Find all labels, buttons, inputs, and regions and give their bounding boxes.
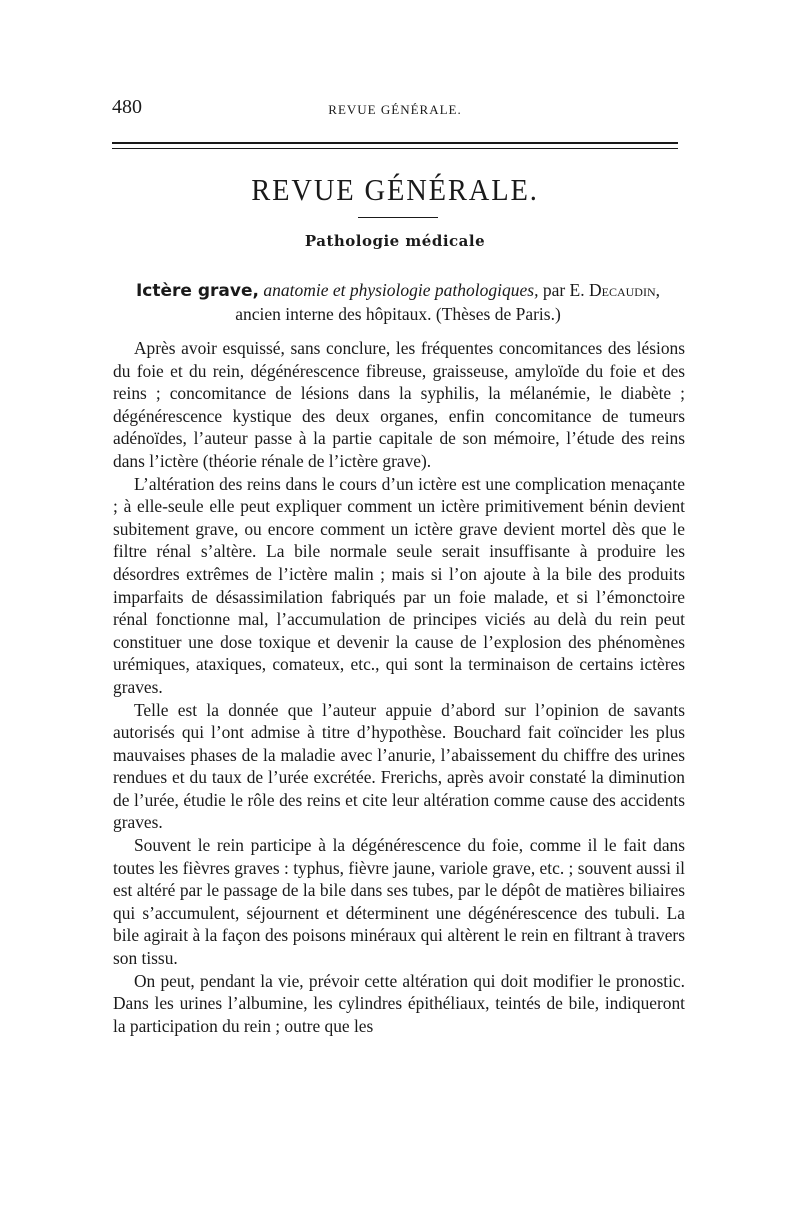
paragraph: Telle est la donnée que l’auteur appuie d’abord sur l’opinion de savants autorisés qui l’ont admise à titre d’hypothèse. Bouchard fait coïncider les plus mauvaises phases de la maladie avec l’anurie, l’abaissement du chiffre des urines rendues et du taux de l’urée excrétée. Frerichs, après avoir constaté la diminution de l’urée, étudie le rôle des reins et cite leur altération comme cause des accidents graves.: [113, 699, 685, 833]
paragraph: Après avoir esquissé, sans conclure, les fréquentes concomitances des lésions du foie et du rein, dégénérescence fibreuse, graisseuse, amyloïde du foie et des reins ; concomitance de lésions dans la syphilis, la mélanémie, le diabète ; dégénérescence kystique des deux organes, enfin concomitance de tumeurs adénoïdes, l’auteur passe à la partie capitale de son mémoire, l’étude des reins dans l’ictère (théorie rénale de l’ictère grave).: [113, 338, 685, 471]
title-divider: [358, 217, 438, 218]
running-head: [112, 96, 678, 120]
paragraph: L’altération des reins dans le cours d’un ictère est une complication menaçante ; à elle-seule elle peut expliquer comment un ictère primitivement bénin devient subitement grave, ou encore comment un ictère grave devient mortel dès que le filtre rénal s’altère. La bile normale seule serait insuffisante à produire les désordres extrêmes de l’ictère malin ; mais si l’on ajoute à la bile des produits imparfaits de désassimilation fabriqués par un foie malade, et si l’émonctoire rénal fonctionne mal, l’accumulation de principes viciés au delà du rein peut constituer une dose toxique et devenir la cause de l’explosion des phénomènes urémiques, ataxiques, comateux, etc., qui sont la terminaison de certains ictères graves.: [113, 473, 685, 697]
article-subject: Ictère grave,: [135, 281, 259, 301]
article-body: [113, 337, 685, 1037]
paragraph: On peut, pendant la vie, prévoir cette altération qui doit modifier le pronostic. Dans les urines l’albumine, les cylindres épithéliaux, teintés de bile, indiqueront la participation du rein ; outre que les: [113, 970, 685, 1036]
header-rule-thin: [112, 148, 678, 149]
article-by: par E.: [542, 280, 585, 300]
main-title: REVUE GÉNÉRALE.: [251, 172, 539, 207]
article-affiliation: ancien interne des hôpitaux. (Thèses de Paris.): [235, 303, 561, 324]
article-subtitle: anatomie et physiologie pathologiques,: [263, 280, 539, 300]
section-title: Pathologie médicale: [304, 232, 486, 250]
article-heading: [112, 279, 684, 325]
paragraph: Souvent le rein participe à la dégénérescence du foie, comme il le fait dans toutes les fièvres graves : typhus, fièvre jaune, variole grave, etc. ; souvent aussi il est altéré par le passage de la bile dans ses tubes, par le dépôt de matières biliaires qui s’accumulent, séjournent et déterminent une dégénérescence des tubuli. La bile agirait à la façon des poisons minéraux qui altèrent le rein en filtrant à travers son tissu.: [113, 835, 685, 969]
page-number: 480: [112, 96, 142, 118]
running-title: REVUE GÉNÉRALE.: [328, 102, 462, 117]
header-rule-thick: [112, 142, 678, 144]
article-author: Decaudin,: [589, 280, 661, 300]
